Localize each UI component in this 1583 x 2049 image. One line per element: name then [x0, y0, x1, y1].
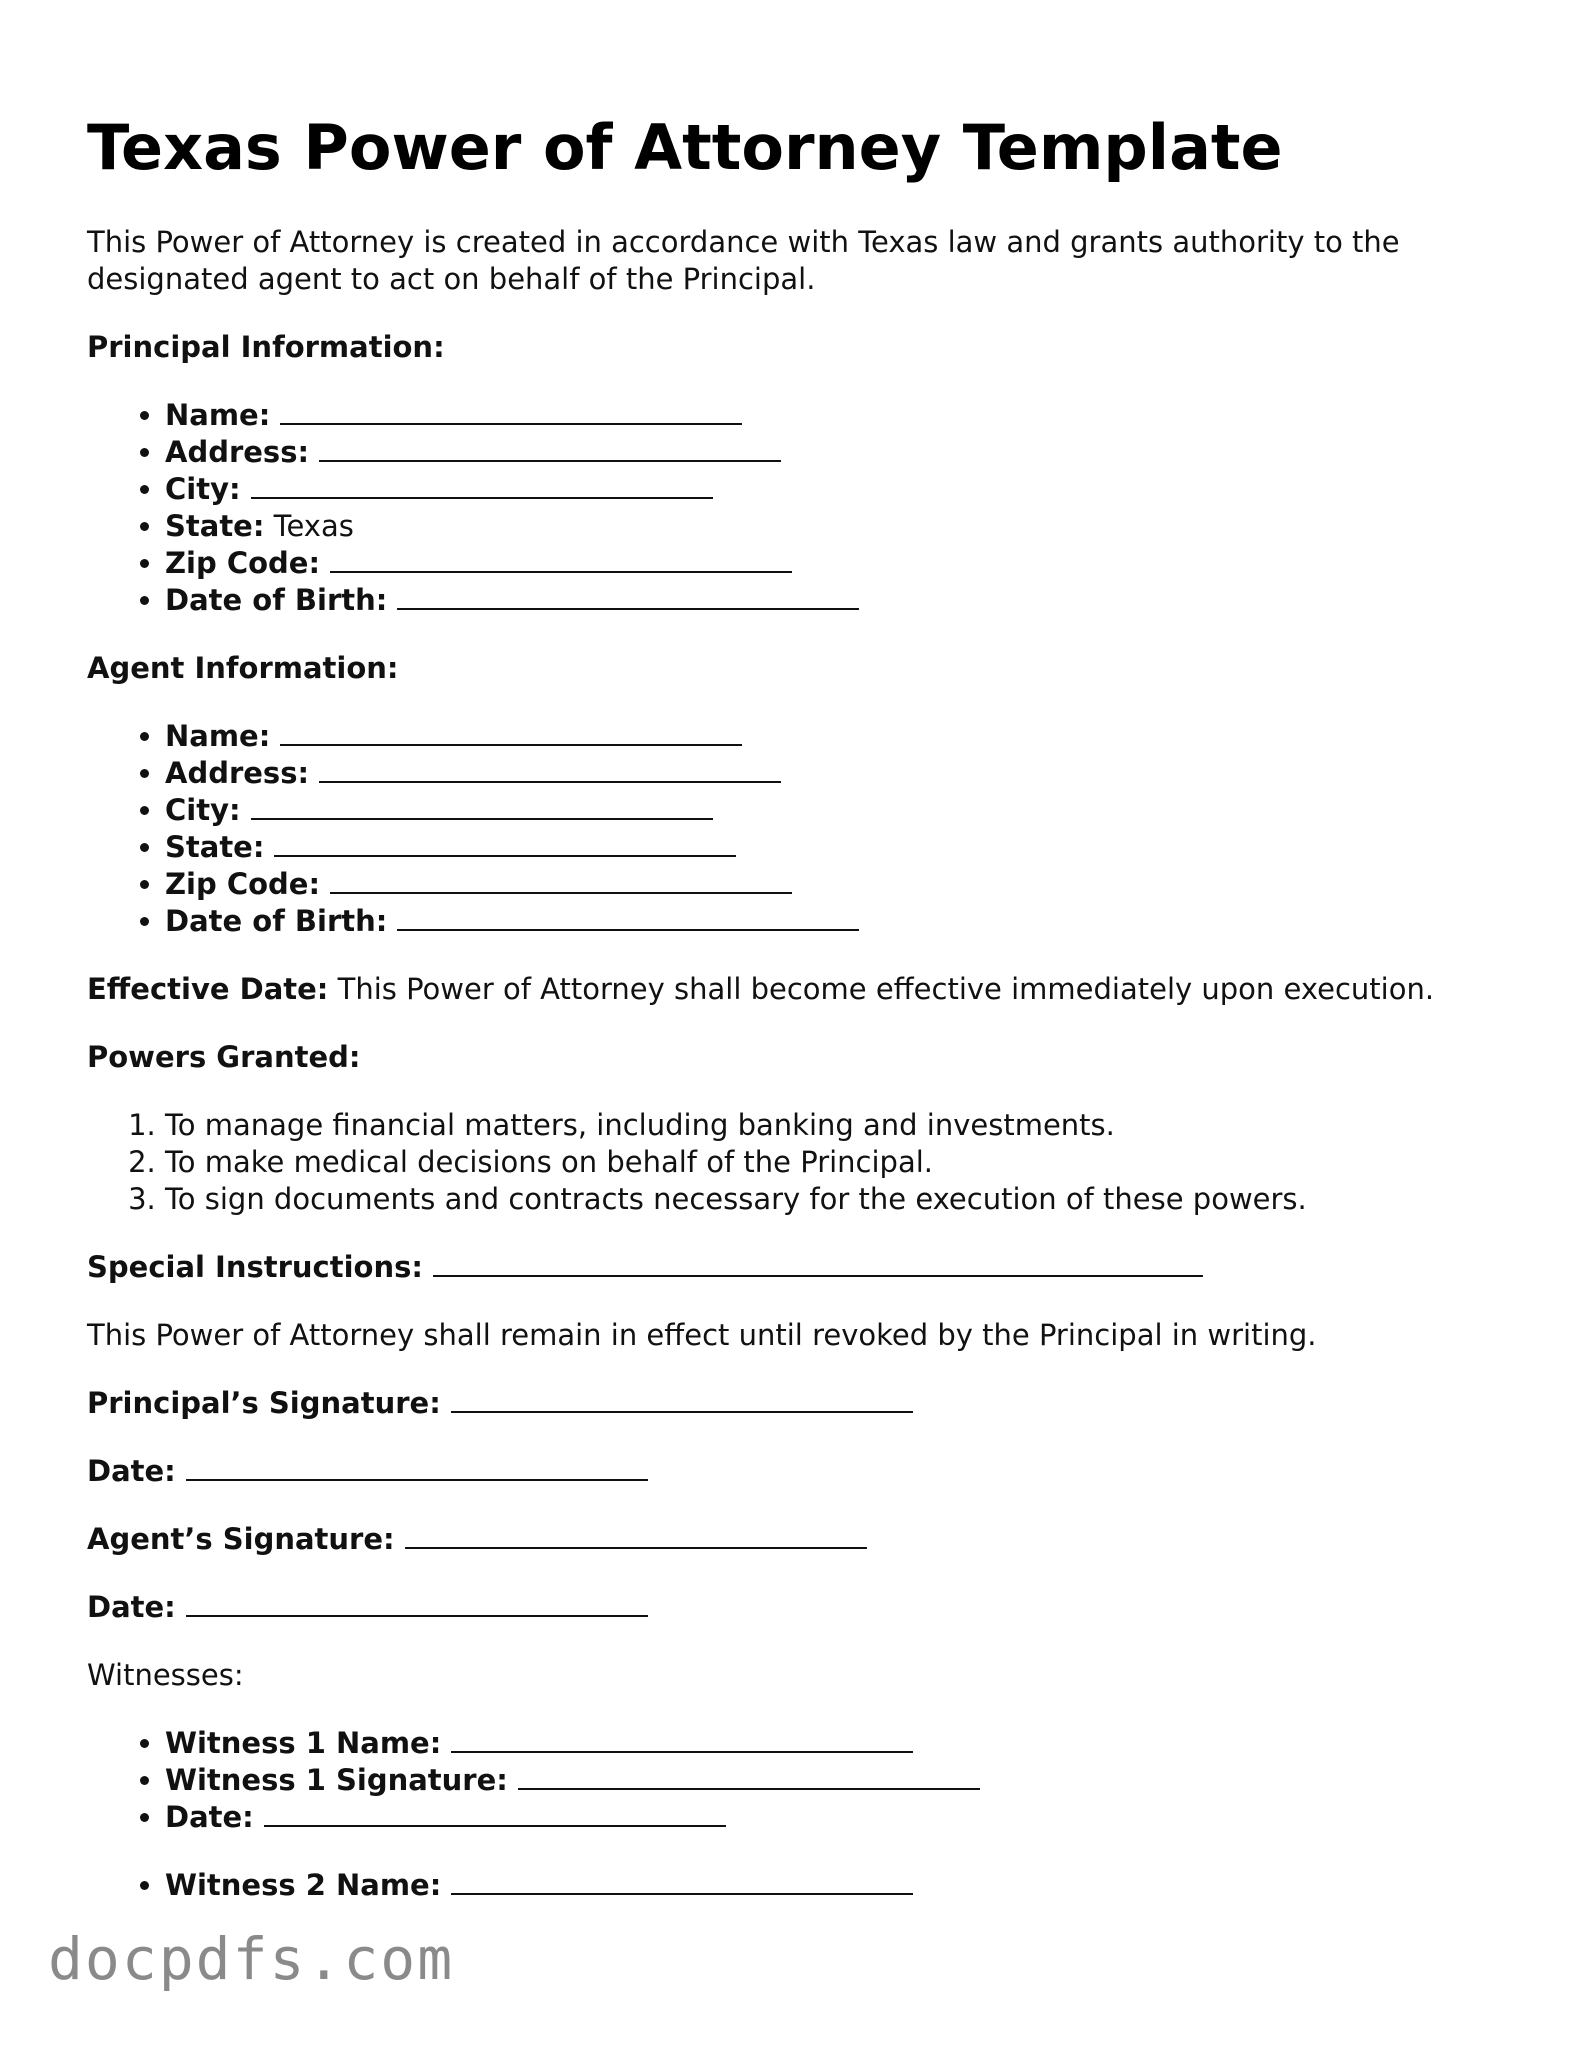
agent-city-blank[interactable] — [251, 792, 713, 820]
agent-zip-blank[interactable] — [330, 866, 792, 894]
document-title: Texas Power of Attorney Template — [87, 111, 1283, 184]
witness-2-name-field: • Witness 2 Name: — [165, 1867, 1507, 1904]
principal-signature-line: Principal’s Signature: — [87, 1385, 1507, 1422]
intro-paragraph: This Power of Attorney is created in accordance with Texas law and grants authority to the designated agent to act on behalf of the Principal. — [87, 225, 1400, 296]
agent-date-line: Date: — [87, 1589, 1507, 1626]
effective-date-paragraph — [87, 971, 1507, 1008]
powers-list — [87, 1107, 1507, 1218]
principal-city-blank[interactable] — [251, 471, 713, 499]
principal-state-value: Texas — [273, 509, 354, 543]
witness-2-fields — [87, 1867, 1507, 1904]
witness-1-fields — [87, 1725, 1507, 1836]
power-item: 3. To sign documents and contracts necessary for the execution of these powers. — [165, 1181, 1507, 1218]
agent-fields — [87, 718, 1507, 940]
special-instructions: Special Instructions: — [87, 1249, 1507, 1286]
effective-date-label: Effective Date: — [87, 972, 329, 1006]
effective-date-text: This Power of Attorney shall become effective immediately upon execution. — [337, 972, 1435, 1006]
agent-state-blank[interactable] — [274, 829, 736, 857]
agent-zip-field: • Zip Code: — [165, 866, 1507, 903]
watermark: docpdfs.com — [48, 1925, 455, 1993]
principal-date-blank[interactable] — [186, 1453, 648, 1481]
agent-name-field: • Name: — [165, 718, 1507, 755]
agent-city-field: • City: — [165, 792, 1507, 829]
principal-name-blank[interactable] — [280, 397, 742, 425]
agent-name-blank[interactable] — [280, 718, 742, 746]
principal-dob-field: • Date of Birth: — [165, 582, 1507, 619]
principal-heading: Principal Information: — [87, 330, 445, 364]
principal-address-field: • Address: — [165, 434, 1507, 471]
witness-1-date-blank[interactable] — [264, 1799, 726, 1827]
special-instructions-blank[interactable] — [433, 1249, 1203, 1277]
principal-city-field: • City: — [165, 471, 1507, 508]
document-body — [87, 224, 1507, 1935]
validity-paragraph: This Power of Attorney shall remain in effect until revoked by the Principal in writing. — [87, 1318, 1317, 1352]
witness-1-signature-field: • Witness 1 Signature: — [165, 1762, 1507, 1799]
agent-dob-field: • Date of Birth: — [165, 903, 1507, 940]
principal-fields — [87, 397, 1507, 619]
witness-1-name-blank[interactable] — [451, 1725, 913, 1753]
powers-heading: Powers Granted: — [87, 1040, 361, 1074]
agent-signature-line: Agent’s Signature: — [87, 1521, 1507, 1558]
witnesses-heading: Witnesses: — [87, 1658, 244, 1692]
principal-address-blank[interactable] — [319, 434, 781, 462]
principal-date-line: Date: — [87, 1453, 1507, 1490]
principal-name-field: • Name: — [165, 397, 1507, 434]
witness-1-name-field: • Witness 1 Name: — [165, 1725, 1507, 1762]
agent-heading: Agent Information: — [87, 651, 399, 685]
principal-zip-blank[interactable] — [330, 545, 792, 573]
witness-1-signature-blank[interactable] — [518, 1762, 980, 1790]
agent-signature-blank[interactable] — [405, 1521, 867, 1549]
principal-zip-field: • Zip Code: — [165, 545, 1507, 582]
witness-1-date-field: • Date: — [165, 1799, 1507, 1836]
principal-signature-blank[interactable] — [451, 1385, 913, 1413]
agent-state-field: • State: — [165, 829, 1507, 866]
power-item: 2. To make medical decisions on behalf of the Principal. — [165, 1144, 1507, 1181]
agent-address-blank[interactable] — [319, 755, 781, 783]
agent-address-field: • Address: — [165, 755, 1507, 792]
witness-2-name-blank[interactable] — [451, 1867, 913, 1895]
power-item: 1. To manage financial matters, including banking and investments. — [165, 1107, 1507, 1144]
principal-state-field: • State: Texas — [165, 508, 1507, 545]
principal-dob-blank[interactable] — [397, 582, 859, 610]
agent-dob-blank[interactable] — [397, 903, 859, 931]
agent-date-blank[interactable] — [186, 1589, 648, 1617]
